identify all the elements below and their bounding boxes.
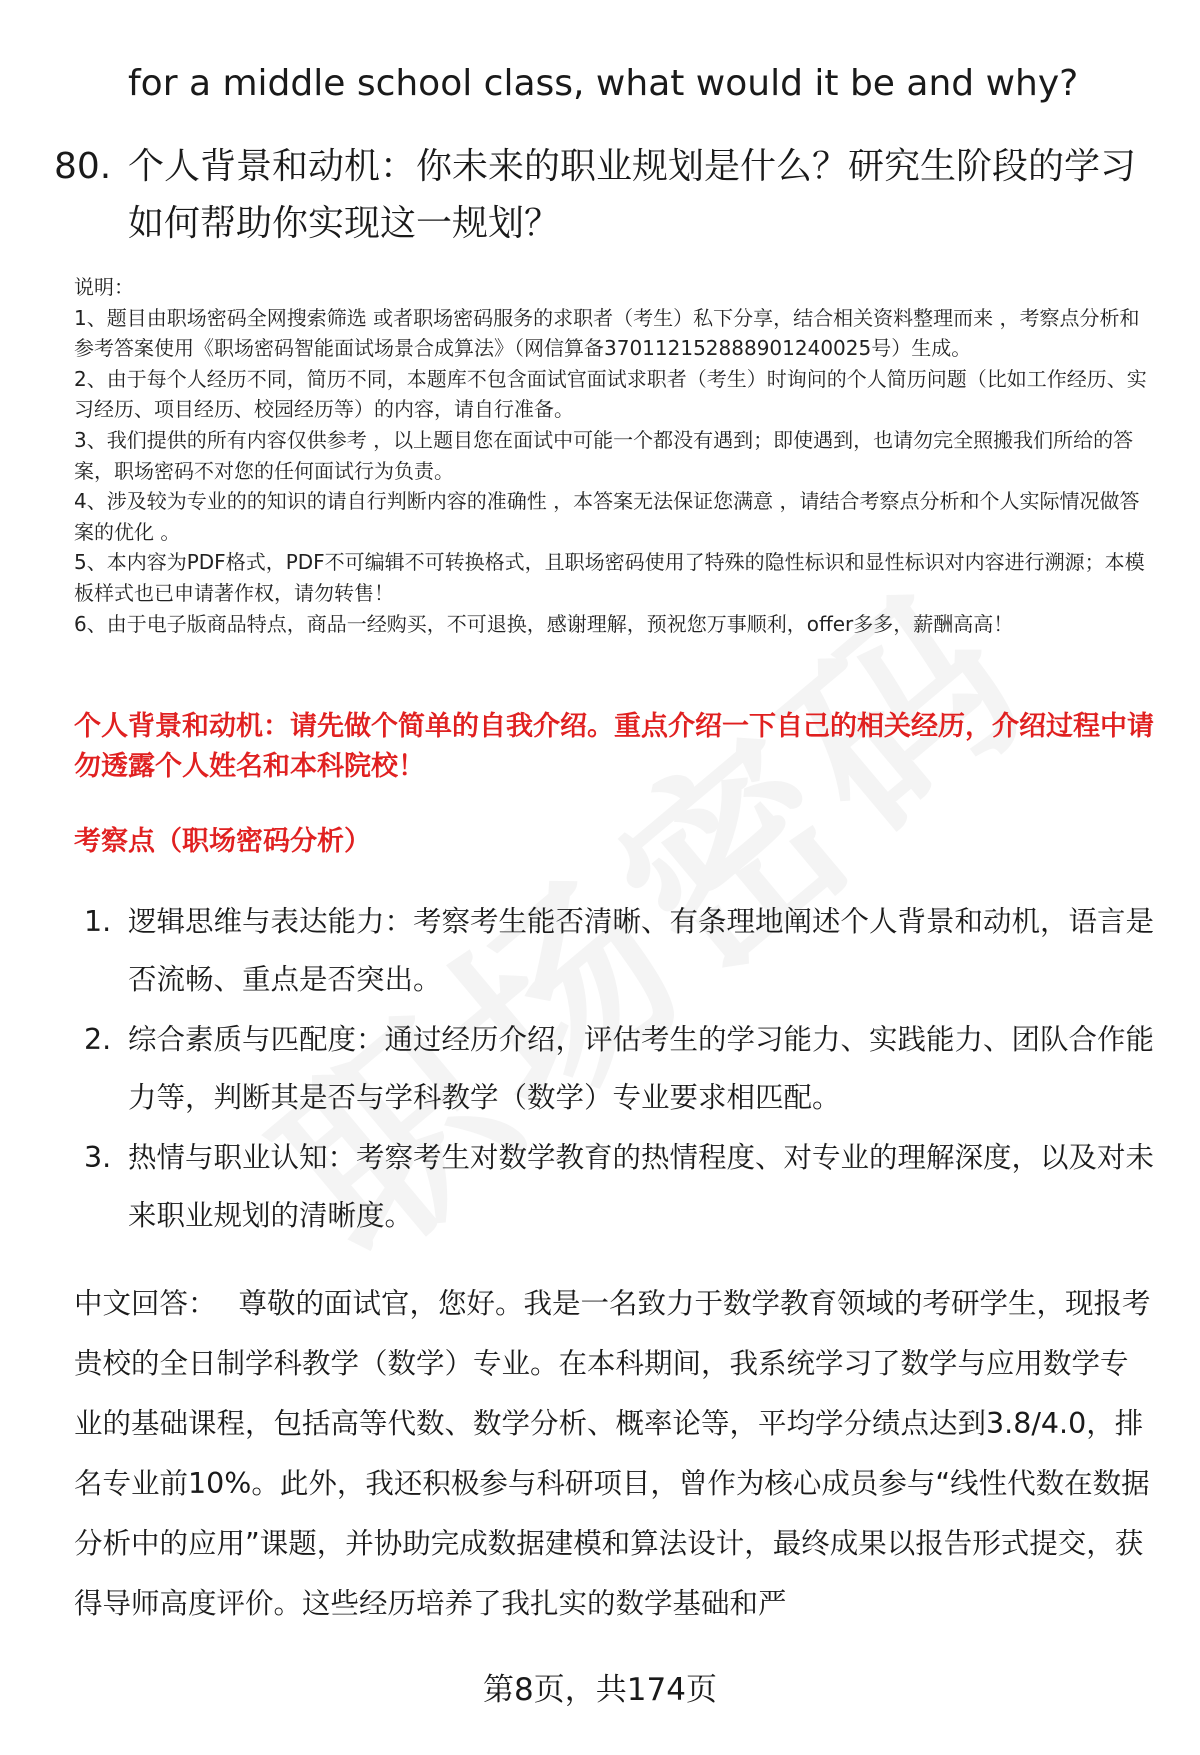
notes-item: 5、本内容为PDF格式，PDF不可编辑不可转换格式，且职场密码使用了特殊的隐性标识和显性标识对内容进行溯源；本模板样式也已申请著作权，请勿转售！	[74, 550, 1145, 605]
question-text: 个人背景和动机：你未来的职业规划是什么？研究生阶段的学习如何帮助你实现这一规划？	[128, 146, 1137, 244]
list-item-number: 2.	[84, 1023, 112, 1056]
notes-item: 4、涉及较为专业的的知识的请自行判断内容的准确性 ，本答案无法保证您满意 ，请结合考察点分析和个人实际情况做答案的优化 。	[74, 489, 1140, 544]
notes-item: 1、题目由职场密码全网搜索筛选 或者职场密码服务的求职者（考生）私下分享，结合相关资料整理而来 ，考察点分析和参考答案使用《职场密码智能面试场景合成算法》（网信算备370112152888901240025号）生成。	[74, 305, 1140, 361]
list-item	[84, 1011, 1154, 1127]
list-item-number: 3.	[84, 1141, 112, 1174]
notes-title: 说明：	[74, 275, 134, 299]
list-item-number: 1.	[84, 905, 112, 938]
analysis-points-list	[84, 893, 1154, 1247]
answer-paragraph	[74, 1274, 1154, 1634]
question-number: 80.	[54, 146, 112, 187]
list-item-text: 综合素质与匹配度：通过经历介绍，评估考生的学习能力、实践能力、团队合作能力等，判断其是否与学科教学（数学）专业要求相匹配。	[128, 1023, 1155, 1114]
notes-block	[74, 272, 1159, 639]
continued-question-line: for a middle school class, what would it be and why?	[128, 63, 1079, 104]
notes-item: 2、由于每个人经历不同，简历不同，本题库不包含面试官面试求职者（考生）时询问的个人简历问题（比如工作经历、实习经历、项目经历、校园经历等）的内容，请自行准备。	[74, 366, 1147, 422]
interview-question-heading: 个人背景和动机：请先做个简单的自我介绍。重点介绍一下自己的相关经历，介绍过程中请勿透露个人姓名和本科院校！	[74, 711, 1154, 782]
answer-label: 中文回答：	[74, 1287, 217, 1320]
answer-text: 尊敬的面试官，您好。我是一名致力于数学教育领域的考研学生，现报考贵校的全日制学科教学（数学）专业。在本科期间，我系统学习了数学与应用数学专业的基础课程，包括高等代数、数学分析、概率论等，平均学分绩点达到3.8/4.0，排名专业前10%。此外，我还积极参与科研项目，曾作为核心成员参与“线性代数在数据分析中的应用”课题，并协助完成数据建模和算法设计，最终成果以报告形式提交，获得导师高度评价。这些经历培养了我扎实的数学基础和严	[74, 1287, 1151, 1620]
list-item-text: 逻辑思维与表达能力：考察考生能否清晰、有条理地阐述个人背景和动机，语言是否流畅、重点是否突出。	[128, 905, 1155, 996]
list-item-text: 热情与职业认知：考察考生对数学教育的热情程度、对专业的理解深度，以及对未来职业规划的清晰度。	[128, 1141, 1155, 1232]
list-item	[84, 1129, 1154, 1245]
analysis-section-title: 考察点（职场密码分析）	[74, 826, 371, 857]
list-item	[84, 893, 1154, 1009]
notes-item: 3、我们提供的所有内容仅供参考 ，以上题目您在面试中可能一个都没有遇到；即使遇到，也请勿完全照搬我们所给的答案，职场密码不对您的任何面试行为负责。	[74, 427, 1134, 483]
page-footer: 第8页，共174页	[483, 1672, 717, 1708]
notes-item: 6、由于电子版商品特点，商品一经购买，不可退换，感谢理解，预祝您万事顺利，offer多多，薪酬高高！	[74, 611, 1014, 636]
question-80	[54, 138, 1154, 252]
